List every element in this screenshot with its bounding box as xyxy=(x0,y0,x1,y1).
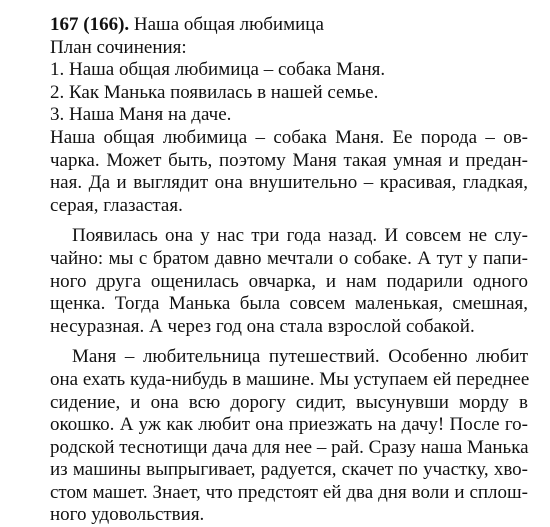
essay-paragraph xyxy=(50,346,528,527)
paragraph-line: из машины выпрыгивает, радуется, скачет по участку, хво- xyxy=(50,459,528,481)
paragraph-line: ного друга ощенилась овчарка, и нам подарили одного xyxy=(50,270,528,292)
paragraph-line: Наша общая любимица – собака Маня. Ее порода – ов- xyxy=(50,126,528,148)
plan-heading: План сочинения: xyxy=(50,36,187,58)
paragraph-line: несуразная. А через год она стала взрослой собакой. xyxy=(50,315,475,337)
essay-paragraph xyxy=(50,127,528,217)
plan-item: 3. Наша Маня на даче. xyxy=(50,104,232,126)
paragraph-line: ная. Да и выглядит она внушительно – красивая, гладкая, xyxy=(50,172,528,194)
plan-item: 2. Как Манька появилась в нашей семье. xyxy=(50,81,379,103)
paragraph-line: чарка. Может быть, поэтому Маня такая умная и предан- xyxy=(50,149,528,171)
paragraph-line: щенка. Тогда Манька была совсем маленькая, смешная, xyxy=(50,293,528,315)
paragraph-line: сидение, и она всю дорогу сидит, высунувши морду в xyxy=(50,391,528,413)
paragraph-line: стом машет. Знает, что предстоят ей два дня воли и сплош- xyxy=(50,481,528,503)
exercise-title: Наша общая любимица xyxy=(133,14,324,35)
paragraph-line: Появилась она у нас три года назад. И совсем не слу- xyxy=(72,225,528,247)
exercise-page xyxy=(50,14,528,527)
plan-item: 1. Наша общая любимица – собака Маня. xyxy=(50,59,386,81)
paragraph-line: ного удовольствия. xyxy=(50,504,205,526)
exercise-number: 167 (166). xyxy=(50,14,130,35)
paragraph-line: серая, глазастая. xyxy=(50,194,183,216)
paragraph-line: окошко. А уж как любит она приезжать на дачу! После го- xyxy=(50,414,528,436)
paragraph-line: чайно: мы с братом давно мечтали о собаке. А тут у папи- xyxy=(50,247,528,269)
paragraph-line: она ехать куда-нибудь в машине. Мы уступаем ей переднее xyxy=(50,368,530,390)
paragraph-line: родской теснотищи дача для нее – рай. Сразу наша Манька xyxy=(50,436,529,458)
essay-paragraph xyxy=(50,225,528,338)
paragraph-line: Маня – любительница путешествий. Особенно любит xyxy=(72,346,528,368)
exercise-heading xyxy=(50,14,528,37)
